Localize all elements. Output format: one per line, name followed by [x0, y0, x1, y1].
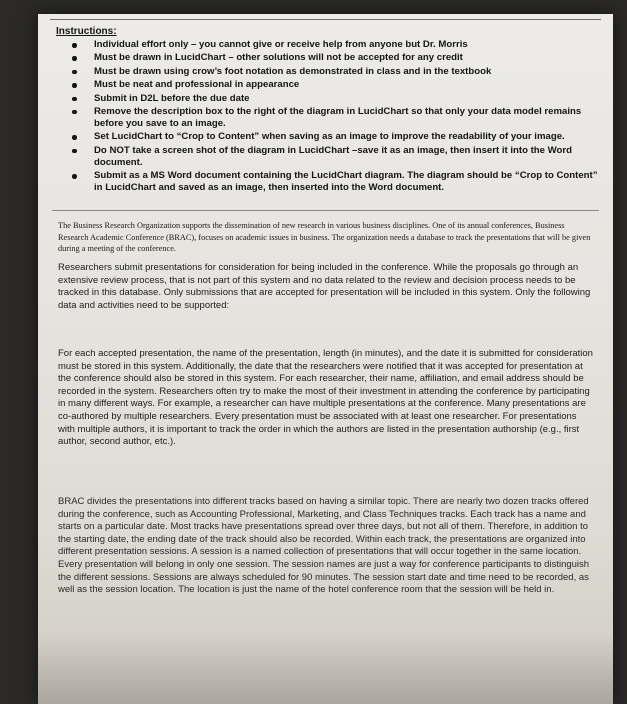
list-item-text: Must be neat and professional in appearance	[94, 79, 300, 91]
list-item	[56, 39, 601, 51]
top-rule	[50, 19, 601, 20]
list-item	[56, 93, 601, 105]
bullet-dot-icon	[72, 174, 77, 179]
list-item	[56, 170, 601, 194]
list-item-text: Remove the description box to the right of the diagram in LucidChart so that only your data model remains before you save to an image.	[94, 105, 582, 129]
list-item-text: Do NOT take a screen shot of the diagram in LucidChart –save it as an image, then insert it into the Word document.	[94, 144, 573, 168]
instructions-list	[56, 39, 601, 194]
bullet-dot-icon	[72, 70, 77, 75]
list-item-text: Must be drawn in LucidChart – other solutions will not be accepted for any credit	[94, 52, 463, 64]
intro-paragraph: The Business Research Organization supports the dissemination of new research in various business disciplines. One of its annual conferences, Business Research Academic Conference (BRAC), focuses on academic issues in business. The organization needs a database to track the presentations that will be given during a meeting of the conference.	[58, 221, 591, 253]
paragraph-submissions: Researchers submit presentations for consideration for being included in the conference. While the proposals go through an extensive review process, that is not part of this system and no data related to the review and decision process needs to be tracked in this database. Only submissions that are accepted for presentation will be included in this system. Only the following data and activities need to be supported:	[58, 262, 591, 311]
list-item	[56, 66, 601, 78]
list-item	[56, 52, 601, 64]
photo-shadow	[38, 634, 613, 704]
paragraph-presentations: For each accepted presentation, the name of the presentation, length (in minutes), and the date it is submitted for consideration must be stored in this system. Additionally, the date that the researchers were notified that it was accepted for presentation at the conference should also be stored in this system. For each researcher, their name, affiliation, and email address should be recorded in the system. Researchers often try to make the most of their investment in attending the conference by participating in many different ways. For example, a researcher can have multiple presentations at the conference. Many presentations are co-authored by multiple researchers. Every presentation must be associated with at least one researcher. For presentations with multiple authors, it is important to track the order in which the authors are listed in the presentation authorship (e.g., first author, second author, etc.).	[58, 348, 593, 448]
list-item	[56, 79, 601, 91]
bullet-dot-icon	[72, 43, 77, 48]
bullet-dot-icon	[72, 110, 77, 115]
list-item-text: Submit as a MS Word document containing the LucidChart diagram. The diagram should be “Crop to Content” in LucidChart and saved as an image, then inserted into the Word document.	[94, 170, 598, 194]
list-item-text: Set LucidChart to “Crop to Content” when saving as an image to improve the readability of your image.	[94, 131, 565, 143]
bullet-dot-icon	[72, 149, 77, 154]
bullet-dot-icon	[72, 83, 77, 88]
instructions-title: Instructions:	[56, 26, 117, 37]
bullet-dot-icon	[72, 97, 77, 102]
section-divider	[52, 210, 599, 211]
list-item	[56, 145, 601, 169]
paragraph-tracks-sessions: BRAC divides the presentations into different tracks based on having a similar topic. There are nearly two dozen tracks offered during the conference, such as Accounting Professional, Marketing, and Class Techniques tracks. Each track has a name and starts on a particular date. Most tracks have presentations spread over three days, but not all of them. Therefore, in addition to the starting date, the ending date of the track should also be recorded. Within each track, the presentations are organized into different presentation sessions. A session is a named collection of presentations that will occur together in the same location. Every presentation will belong in only one session. The session names are just a way for conference participants to distinguish the different sessions. Sessions are always scheduled for 90 minutes. The session start date and time need to be recorded, as well as the session location. The location is just the name of the hotel conference room that the session will be held in.	[58, 496, 590, 596]
bullet-dot-icon	[72, 56, 77, 61]
document-page	[38, 14, 613, 704]
instructions-section	[56, 26, 601, 196]
list-item-text: Individual effort only – you cannot give or receive help from anyone but Dr. Morris	[94, 39, 468, 50]
bullet-dot-icon	[72, 135, 77, 140]
list-item	[56, 131, 601, 143]
list-item-text: Submit in D2L before the due date	[94, 92, 250, 104]
list-item	[56, 106, 601, 130]
list-item-text: Must be drawn using crow’s foot notation as demonstrated in class and in the textbook	[94, 65, 492, 77]
